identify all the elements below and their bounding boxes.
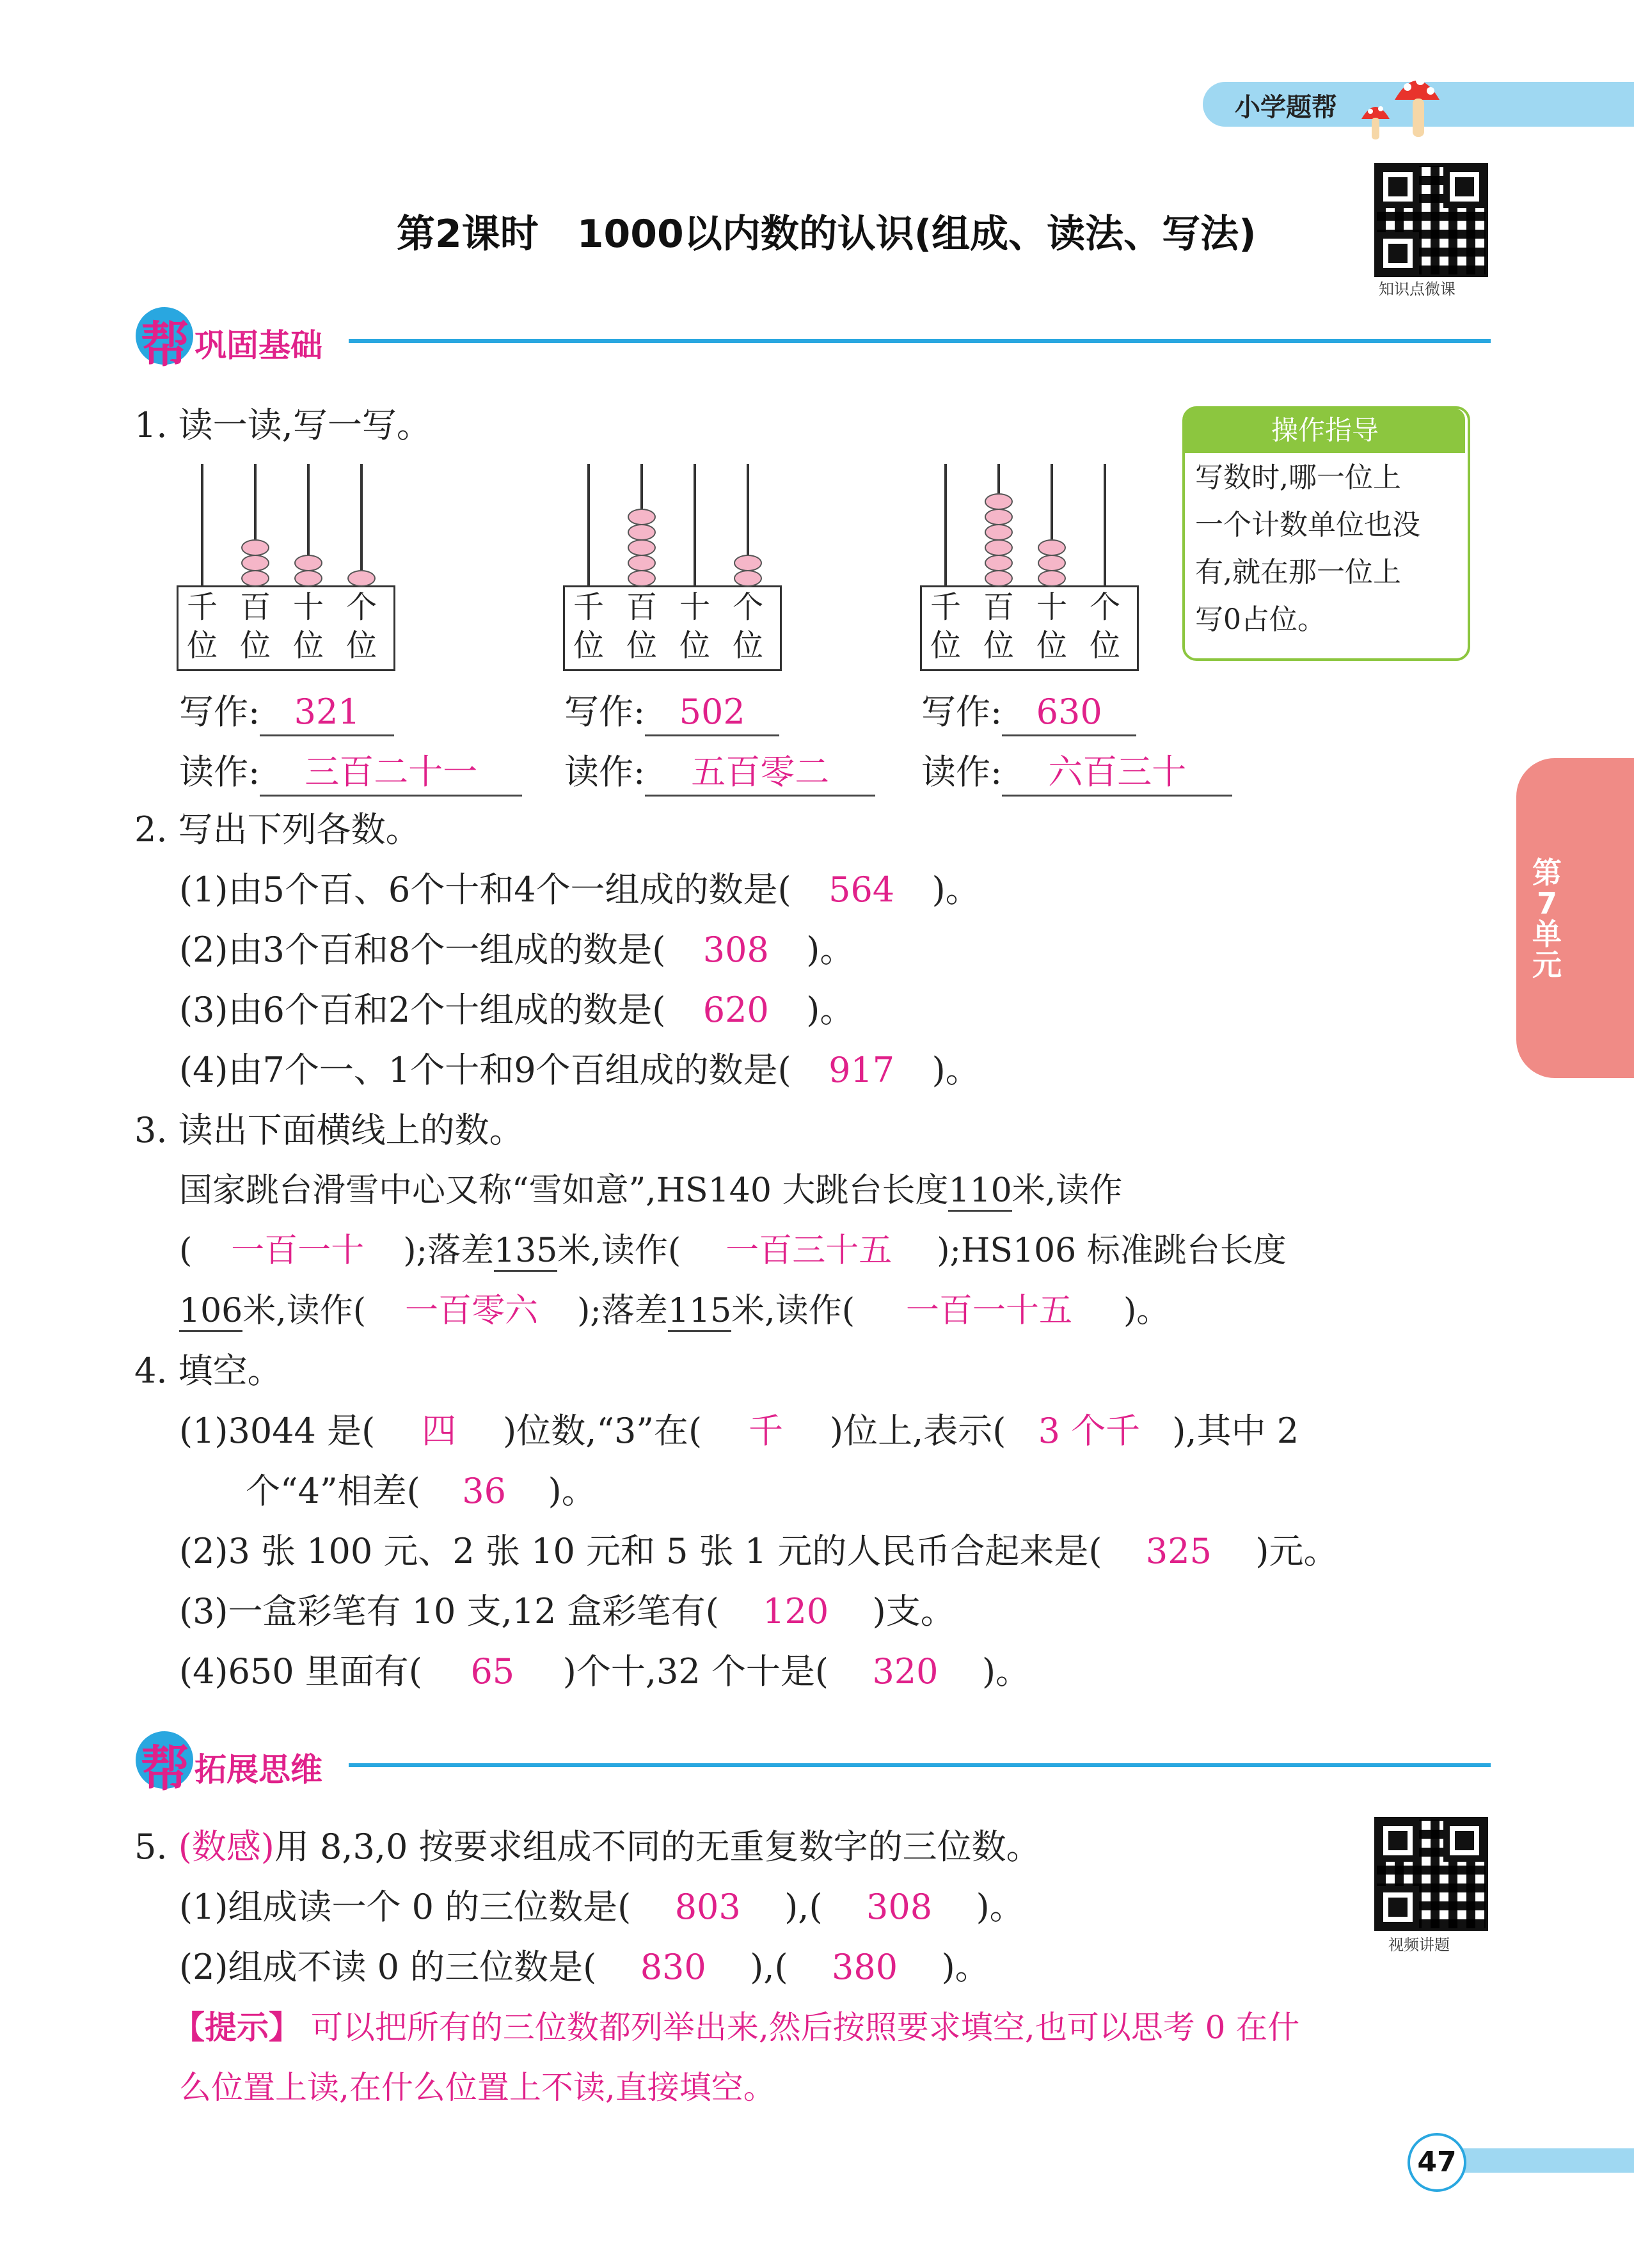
- abacus-bead: [294, 570, 322, 587]
- q5-item: (1)组成读一个 0 的三位数是( 803 ),( 308 )。: [179, 1885, 1024, 1930]
- brand-label: 小学题帮: [1235, 93, 1337, 122]
- abacus: [177, 464, 394, 675]
- q1-stem: 1. 读一读,写一写。: [134, 405, 431, 445]
- abacus-rod: [360, 464, 363, 585]
- abacus-rod: [201, 464, 203, 585]
- abacus: [920, 464, 1138, 675]
- abacus-rod: [587, 464, 590, 585]
- section-divider: [349, 1763, 1491, 1767]
- q3-stem: 3. 读出下面横线上的数。: [134, 1110, 524, 1150]
- answer-blank[interactable]: 917: [829, 1050, 895, 1090]
- abacus-rod: [694, 464, 696, 585]
- place-label: 个: [345, 589, 377, 625]
- place-label: 千: [930, 589, 961, 625]
- answer-blank[interactable]: 四: [422, 1411, 457, 1451]
- q3-line: 106米,读作( 一百零六 );落差115米,读作( 一百一十五 )。: [179, 1289, 1170, 1333]
- answer-blank[interactable]: 一百零六: [405, 1292, 539, 1330]
- abacus-rod: [1104, 464, 1106, 585]
- place-label: 位: [292, 628, 324, 663]
- unit-tab-text: 第 7 单 元: [1532, 855, 1562, 982]
- place-label: 个: [732, 589, 763, 625]
- abacus-bead: [985, 555, 1013, 571]
- abacus-bead: [628, 555, 656, 571]
- place-label: 千: [573, 589, 604, 625]
- place-label: 个: [1089, 589, 1120, 625]
- abacus-bead: [241, 555, 269, 571]
- answer-blank[interactable]: 一百三十五: [726, 1232, 892, 1270]
- q4-item: (4)650 里面有( 65 )个十,32 个十是( 320 )。: [179, 1649, 1030, 1694]
- q4-item: (1)3044 是( 四 )位数,“3”在( 千 )位上,表示( 3 个千 ),其中 2: [179, 1409, 1299, 1454]
- answer-blank[interactable]: 321: [260, 690, 394, 736]
- abacus-bead: [628, 524, 656, 541]
- place-label: 千: [186, 589, 218, 625]
- q4-stem: 4. 填空。: [134, 1351, 282, 1391]
- hint: 么位置上读,在什么位置上不读,直接填空。: [179, 2069, 775, 2106]
- q5-item: (2)组成不读 0 的三位数是( 830 ),( 380 )。: [179, 1945, 990, 1990]
- abacus-bead: [985, 493, 1013, 510]
- answer-blank[interactable]: 325: [1145, 1531, 1212, 1571]
- read-row: 读作: 三百二十一: [179, 750, 522, 797]
- abacus-bead: [628, 539, 656, 556]
- qr-code-icon[interactable]: [1374, 1817, 1488, 1931]
- place-label: 位: [732, 628, 763, 663]
- abacus-bead: [985, 509, 1013, 525]
- abacus-bead: [1038, 539, 1066, 556]
- answer-blank[interactable]: 六百三十: [1002, 750, 1232, 797]
- tip-box-text: 写数时,哪一位上 一个计数单位也没 有,就在那一位上 写0占位。: [1195, 461, 1420, 636]
- abacus-bead: [241, 539, 269, 556]
- place-label: 百: [626, 589, 657, 625]
- place-label: 位: [1036, 628, 1067, 663]
- answer-blank[interactable]: 千: [749, 1411, 784, 1451]
- tip-box-header: 操作指导: [1185, 408, 1465, 453]
- section-mark: 帮: [141, 1740, 189, 1797]
- answer-blank[interactable]: 五百零二: [645, 750, 875, 797]
- answer-blank[interactable]: 308: [702, 930, 769, 970]
- abacus-bead: [734, 570, 762, 587]
- answer-blank[interactable]: 830: [640, 1947, 706, 1987]
- answer-blank[interactable]: 65: [470, 1651, 515, 1692]
- abacus-bead: [985, 539, 1013, 556]
- q2-stem: 2. 写出下列各数。: [134, 809, 420, 850]
- place-label: 百: [239, 589, 271, 625]
- abacus-bead: [294, 555, 322, 571]
- abacus-bead: [628, 570, 656, 587]
- q5-stem: 5. (数感)用 8,3,0 按要求组成不同的无重复数字的三位数。: [134, 1827, 1041, 1867]
- q4-item: (3)一盒彩笔有 10 支,12 盒彩笔有( 120 )支。: [179, 1589, 955, 1634]
- answer-blank[interactable]: 一百一十: [231, 1232, 365, 1270]
- section-divider: [349, 339, 1491, 343]
- answer-blank[interactable]: 620: [702, 990, 769, 1030]
- abacus-bead: [1038, 570, 1066, 587]
- page-title: 第2课时 1000以内数的认识(组成、读法、写法): [397, 212, 1257, 257]
- place-label: 位: [186, 628, 218, 663]
- answer-blank[interactable]: 564: [829, 869, 895, 910]
- answer-blank[interactable]: 308: [866, 1887, 933, 1927]
- abacus-bead: [1038, 555, 1066, 571]
- answer-blank[interactable]: 502: [645, 690, 779, 736]
- q3-line: ( 一百一十 );落差135米,读作( 一百三十五 );HS106 标准跳台长度: [179, 1228, 1287, 1273]
- q2-item: (1)由5个百、6个十和4个一组成的数是( 564 )。: [179, 868, 980, 912]
- qr-caption: 知识点微课: [1379, 280, 1456, 298]
- place-label: 位: [930, 628, 961, 663]
- section-title-extend: 拓展思维: [194, 1751, 322, 1788]
- footer-bar: [1446, 2148, 1634, 2173]
- place-label: 位: [573, 628, 604, 663]
- place-label: 十: [292, 589, 324, 625]
- place-label: 位: [239, 628, 271, 663]
- hint: 【提示】 可以把所有的三位数都列举出来,然后按照要求填空,也可以思考 0 在什: [173, 2009, 1300, 2046]
- place-label: 位: [679, 628, 710, 663]
- abacus: [563, 464, 781, 675]
- answer-blank[interactable]: 120: [763, 1591, 829, 1631]
- page-number: 47: [1408, 2133, 1466, 2192]
- qr-caption: 视频讲题: [1388, 1936, 1450, 1954]
- place-label: 十: [1036, 589, 1067, 625]
- section-mark: 帮: [141, 316, 189, 373]
- abacus-bead: [347, 570, 376, 587]
- abacus-bead: [985, 524, 1013, 541]
- write-row: 写作: 502: [564, 690, 779, 736]
- abacus-bead: [734, 555, 762, 571]
- answer-blank[interactable]: 3 个千: [1038, 1411, 1141, 1451]
- q2-item: (3)由6个百和2个十组成的数是( 620 )。: [179, 988, 854, 1033]
- abacus-bead: [241, 570, 269, 587]
- q4-item: 个“4”相差( 36 )。: [246, 1469, 596, 1514]
- abacus-rod: [944, 464, 947, 585]
- place-label: 位: [1089, 628, 1120, 663]
- place-label: 百: [983, 589, 1014, 625]
- q4-item: (2)3 张 100 元、2 张 10 元和 5 张 1 元的人民币合起来是( 325 )元。: [179, 1529, 1338, 1574]
- read-row: 读作: 五百零二: [564, 750, 875, 797]
- abacus-bead: [985, 570, 1013, 587]
- answer-blank[interactable]: 320: [872, 1651, 939, 1692]
- mushroom-icon: [1356, 61, 1452, 145]
- write-row: 写作: 321: [179, 690, 394, 736]
- answer-blank[interactable]: 三百二十一: [260, 750, 522, 797]
- answer-blank[interactable]: 36: [462, 1471, 506, 1511]
- answer-blank[interactable]: 803: [674, 1887, 741, 1927]
- place-label: 十: [679, 589, 710, 625]
- qr-code-icon[interactable]: [1374, 163, 1488, 277]
- answer-blank[interactable]: 380: [832, 1947, 898, 1987]
- q2-item: (4)由7个一、1个十和9个百组成的数是( 917 )。: [179, 1048, 980, 1093]
- q2-item: (2)由3个百和8个一组成的数是( 308 )。: [179, 928, 854, 972]
- q3-line: 国家跳台滑雪中心又称“雪如意”,HS140 大跳台长度110米,读作: [179, 1168, 1122, 1213]
- answer-blank[interactable]: 一百一十五: [905, 1292, 1072, 1330]
- answer-blank[interactable]: 630: [1002, 690, 1136, 736]
- read-row: 读作: 六百三十: [921, 750, 1232, 797]
- write-row: 写作: 630: [921, 690, 1136, 736]
- section-title-basic: 巩固基础: [194, 327, 322, 364]
- place-label: 位: [626, 628, 657, 663]
- abacus-bead: [628, 509, 656, 525]
- place-label: 位: [983, 628, 1014, 663]
- place-label: 位: [345, 628, 377, 663]
